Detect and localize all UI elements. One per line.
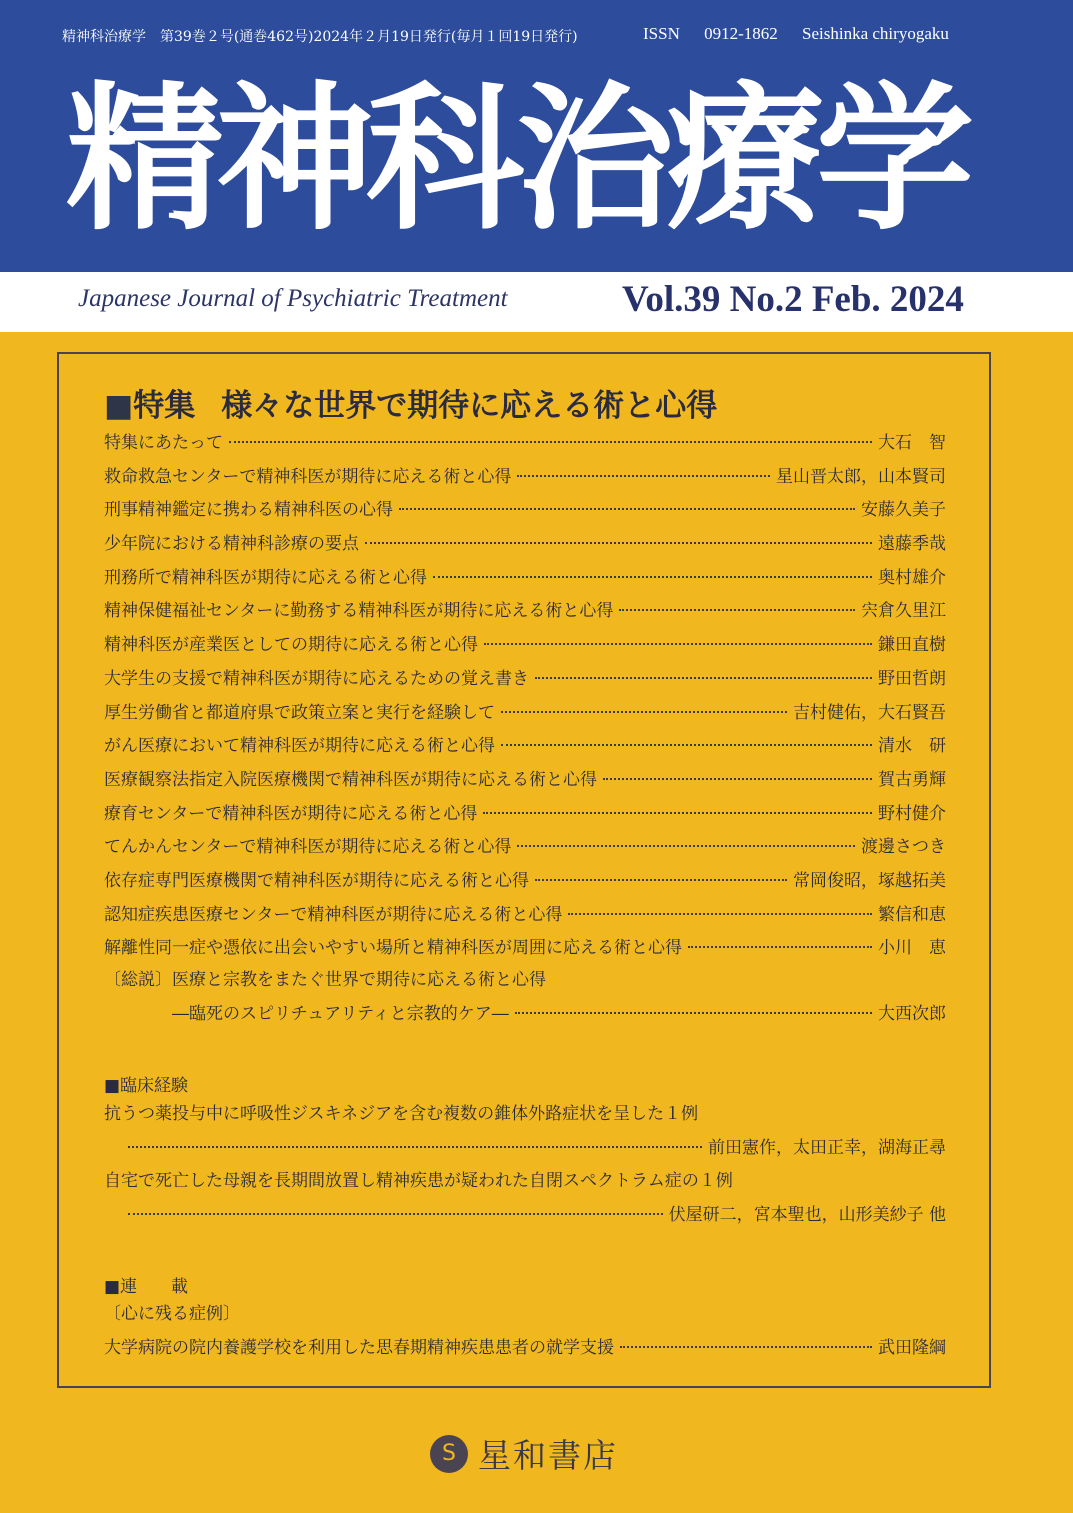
leader-dots — [128, 1146, 702, 1148]
volume-issue: Vol.39 No.2 Feb. 2024 — [622, 279, 964, 320]
leader-dots — [483, 812, 872, 814]
article-title: 厚生労働省と都道府県で政策立案と実行を経験して — [104, 702, 495, 723]
leader-dots — [501, 711, 787, 713]
leader-dots — [433, 576, 872, 578]
article-title: 依存症専門医療機関で精神科医が期待に応える術と心得 — [104, 870, 529, 891]
article-author: 伏屋研二，宮本聖也，山形美紗子 他 — [668, 1205, 946, 1226]
feature-heading — [104, 380, 717, 425]
issue-meta: 精神科治療学 第39巻２号(通巻462号)2024年２月19日発行(毎月１回19日発行) — [62, 29, 578, 45]
article-author: 大石 智 — [878, 433, 946, 453]
toc-entry[interactable] — [104, 664, 946, 698]
article-author: 吉村健佑，大石賢吾 — [793, 702, 946, 723]
toc-entry[interactable] — [104, 596, 946, 630]
article-author: 安藤久美子 — [861, 500, 946, 521]
article-title: 救命救急センターで精神科医が期待に応える術と心得 — [104, 466, 512, 487]
romaji-title: Seishinka chiryogaku — [802, 24, 949, 43]
leader-dots — [688, 946, 872, 948]
toc-entry[interactable] — [104, 698, 946, 732]
serial-subheading: 〔心に残る症例〕 — [104, 1304, 240, 1324]
article-title: がん医療において精神科医が期待に応える術と心得 — [104, 736, 495, 757]
article-title: 精神科医が産業医としての期待に応える術と心得 — [104, 635, 478, 656]
english-subtitle: Japanese Journal of Psychiatric Treatment — [78, 285, 508, 312]
leader-dots — [515, 1012, 872, 1014]
issn-label: ISSN — [643, 24, 680, 43]
article-title: 刑務所で精神科医が期待に応える術と心得 — [104, 567, 427, 588]
clinical-list — [104, 1099, 946, 1234]
leader-dots — [517, 845, 855, 847]
toc-entry[interactable] — [104, 799, 946, 833]
feature-label: 特集 — [133, 388, 196, 424]
toc-entry[interactable] — [104, 900, 946, 934]
article-author: 渡邊さつき — [861, 837, 946, 858]
article-author: 野田哲朗 — [878, 668, 946, 689]
leader-dots — [399, 508, 855, 510]
toc-entry[interactable] — [104, 563, 946, 597]
article-author: 常岡俊昭，塚越拓美 — [793, 870, 946, 891]
article-author: 奥村雄介 — [878, 567, 946, 588]
toc-entry[interactable] — [104, 832, 946, 866]
leader-dots — [128, 1213, 663, 1215]
article-title: 特集にあたって — [104, 433, 223, 453]
section-marker: ■ — [104, 388, 134, 424]
article-author: 武田隆綱 — [878, 1337, 946, 1358]
article-title: 大学病院の院内養護学校を利用した思春期精神疾患患者の就学支援 — [104, 1337, 614, 1358]
list-item[interactable] — [104, 1166, 946, 1233]
article-title: 療育センターで精神科医が期待に応える術と心得 — [104, 803, 478, 824]
review-subtitle: ―臨死のスピリチュアリティと宗教的ケア― — [172, 1003, 509, 1024]
leader-dots — [535, 879, 787, 881]
article-author: 賀古勇輝 — [878, 769, 946, 790]
article-author: 繁信和恵 — [878, 904, 946, 925]
toc-entry[interactable] — [104, 866, 946, 900]
toc-entry[interactable] — [104, 933, 946, 967]
toc-entry[interactable] — [104, 428, 946, 462]
leader-dots — [365, 542, 872, 544]
publisher-name: 星和書店 — [478, 1436, 618, 1475]
leader-dots — [535, 677, 872, 679]
article-title: 少年院における精神科診療の要点 — [104, 534, 359, 555]
review-title: 〔総説〕医療と宗教をまたぐ世界で期待に応える術と心得 — [104, 970, 546, 990]
issn-number: 0912-1862 — [704, 24, 778, 43]
article-title: 大学生の支援で精神科医が期待に応えるための覚え書き — [104, 668, 529, 689]
article-author: 小川 恵 — [878, 938, 946, 959]
serial-list — [104, 1299, 946, 1366]
article-author: 野村健介 — [878, 803, 946, 824]
feature-title: 様々な世界で期待に応える術と心得 — [221, 388, 718, 424]
leader-dots — [517, 475, 770, 477]
toc-entry[interactable] — [104, 529, 946, 563]
review-entry[interactable] — [104, 965, 946, 1032]
article-author: 鎌田直樹 — [878, 635, 946, 656]
article-author: 星山晋太郎，山本賢司 — [776, 466, 946, 487]
list-item[interactable] — [104, 1099, 946, 1166]
toc-entry[interactable] — [104, 462, 946, 496]
feature-article-list — [104, 428, 946, 967]
toc-entry[interactable] — [104, 630, 946, 664]
toc-entry[interactable] — [104, 495, 946, 529]
leader-dots — [501, 744, 872, 746]
serial-heading: ■連 載 — [104, 1277, 189, 1297]
publisher — [430, 1430, 618, 1477]
leader-dots — [620, 1346, 872, 1348]
leader-dots — [568, 913, 872, 915]
article-author: 遠藤季哉 — [878, 534, 946, 555]
article-title: 抗うつ薬投与中に呼吸性ジスキネジアを含む複数の錐体外路症状を呈した１例 — [104, 1104, 699, 1124]
leader-dots — [229, 441, 872, 443]
article-author: 宍倉久里江 — [861, 601, 946, 622]
review-author: 大西次郎 — [878, 1003, 946, 1024]
article-title: てんかんセンターで精神科医が期待に応える術と心得 — [104, 837, 512, 858]
toc-entry[interactable] — [104, 765, 946, 799]
journal-title: 精神科治療学 — [66, 68, 966, 252]
article-author: 前田憲作，太田正幸，湖海正尋 — [708, 1137, 946, 1158]
toc-entry[interactable] — [104, 731, 946, 765]
article-title: 医療観察法指定入院医療機関で精神科医が期待に応える術と心得 — [104, 769, 597, 790]
list-item[interactable] — [104, 1333, 946, 1367]
clinical-heading: ■臨床経験 — [104, 1076, 189, 1096]
leader-dots — [603, 778, 872, 780]
leader-dots — [484, 643, 872, 645]
leader-dots — [619, 609, 855, 611]
article-title: 解離性同一症や憑依に出会いやすい場所と精神科医が周囲に応える術と心得 — [104, 938, 682, 959]
article-title: 認知症疾患医療センターで精神科医が期待に応える術と心得 — [104, 904, 563, 925]
issn-line — [643, 24, 949, 44]
publisher-logo-icon: S — [430, 1435, 468, 1473]
article-title: 精神保健福祉センターに勤務する精神科医が期待に応える術と心得 — [104, 601, 614, 622]
article-author: 清水 研 — [878, 736, 946, 757]
article-title: 刑事精神鑑定に携わる精神科医の心得 — [104, 500, 393, 521]
article-title: 自宅で死亡した母親を長期間放置し精神疾患が疑われた自閉スペクトラム症の１例 — [104, 1171, 733, 1192]
